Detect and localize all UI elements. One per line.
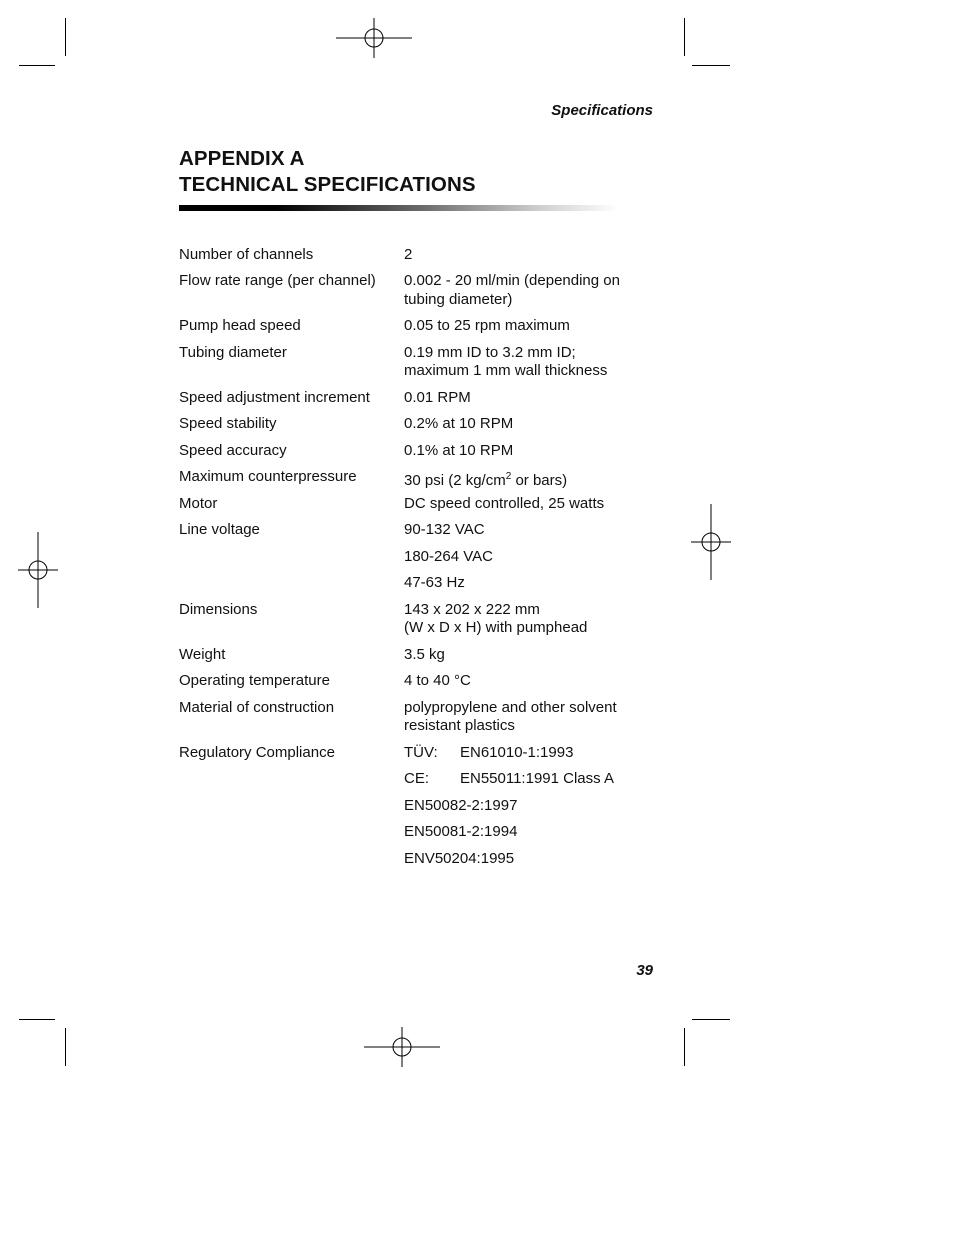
title-gradient-rule	[179, 205, 619, 211]
spec-label: Tubing diameter	[179, 344, 287, 361]
crop-mark	[19, 1019, 55, 1020]
spec-label: Flow rate range (per channel)	[179, 272, 376, 289]
spec-value: resistant plastics	[404, 717, 515, 734]
crop-mark	[65, 18, 66, 56]
running-header: Specifications	[551, 102, 653, 119]
registration-mark-icon	[673, 504, 749, 580]
crop-mark	[684, 18, 685, 56]
spec-value: 90-132 VAC	[404, 521, 485, 538]
spec-value: 0.05 to 25 rpm maximum	[404, 317, 570, 334]
registration-mark-icon	[364, 1009, 440, 1085]
page-title	[179, 146, 476, 198]
spec-value: 0.2% at 10 RPM	[404, 415, 514, 432]
spec-value: polypropylene and other solvent	[404, 699, 617, 716]
spec-label: Pump head speed	[179, 317, 301, 334]
registration-mark-icon	[0, 532, 76, 608]
spec-value: 2	[404, 246, 413, 263]
title-line: APPENDIX A	[179, 147, 305, 170]
spec-label: Operating temperature	[179, 672, 330, 689]
spec-value: TÜV:	[404, 744, 438, 761]
crop-mark	[65, 1028, 66, 1066]
value-text: 30 psi (2 kg/cm	[404, 472, 506, 489]
spec-value: 143 x 202 x 222 mm	[404, 601, 540, 618]
crop-mark	[692, 1019, 730, 1020]
spec-label: Regulatory Compliance	[179, 744, 335, 761]
spec-value: ENV50204:1995	[404, 850, 515, 867]
spec-value: 0.002 - 20 ml/min (depending on	[404, 272, 620, 289]
spec-value: 0.1% at 10 RPM	[404, 442, 514, 459]
spec-label: Material of construction	[179, 699, 335, 716]
spec-value: EN50081-2:1994	[404, 823, 518, 840]
registration-mark-icon	[336, 0, 412, 76]
superscript: 2	[505, 471, 512, 482]
spec-value: 0.01 RPM	[404, 389, 471, 406]
spec-value: (W x D x H) with pumphead	[404, 619, 588, 636]
spec-value: EN61010-1:1993	[460, 744, 574, 761]
page-number: 39	[636, 962, 653, 979]
spec-label: Dimensions	[179, 601, 258, 618]
spec-value: EN55011:1991 Class A	[460, 770, 614, 787]
crop-mark	[19, 65, 55, 66]
spec-value: DC speed controlled, 25 watts	[404, 495, 605, 512]
crop-mark	[684, 1028, 685, 1066]
spec-label: Motor	[179, 495, 218, 512]
spec-label: Number of channels	[179, 246, 314, 263]
spec-label: Speed adjustment increment	[179, 389, 370, 406]
spec-value: 3.5 kg	[404, 646, 445, 663]
spec-value: EN50082-2:1997	[404, 797, 518, 814]
spec-label: Maximum counterpressure	[179, 468, 357, 485]
spec-value: 47-63 Hz	[404, 574, 465, 591]
spec-value: 4 to 40 °C	[404, 672, 471, 689]
spec-value: 180-264 VAC	[404, 548, 493, 565]
spec-value: tubing diameter)	[404, 291, 513, 308]
title-line: TECHNICAL SPECIFICATIONS	[179, 173, 476, 196]
spec-value	[404, 468, 567, 490]
spec-value: CE:	[404, 770, 430, 787]
spec-label: Speed accuracy	[179, 442, 287, 459]
crop-mark	[692, 65, 730, 66]
spec-value: maximum 1 mm wall thickness	[404, 362, 608, 379]
spec-label: Line voltage	[179, 521, 260, 538]
value-text: or bars)	[511, 472, 568, 489]
spec-label: Speed stability	[179, 415, 277, 432]
spec-label: Weight	[179, 646, 226, 663]
spec-value: 0.19 mm ID to 3.2 mm ID;	[404, 344, 576, 361]
